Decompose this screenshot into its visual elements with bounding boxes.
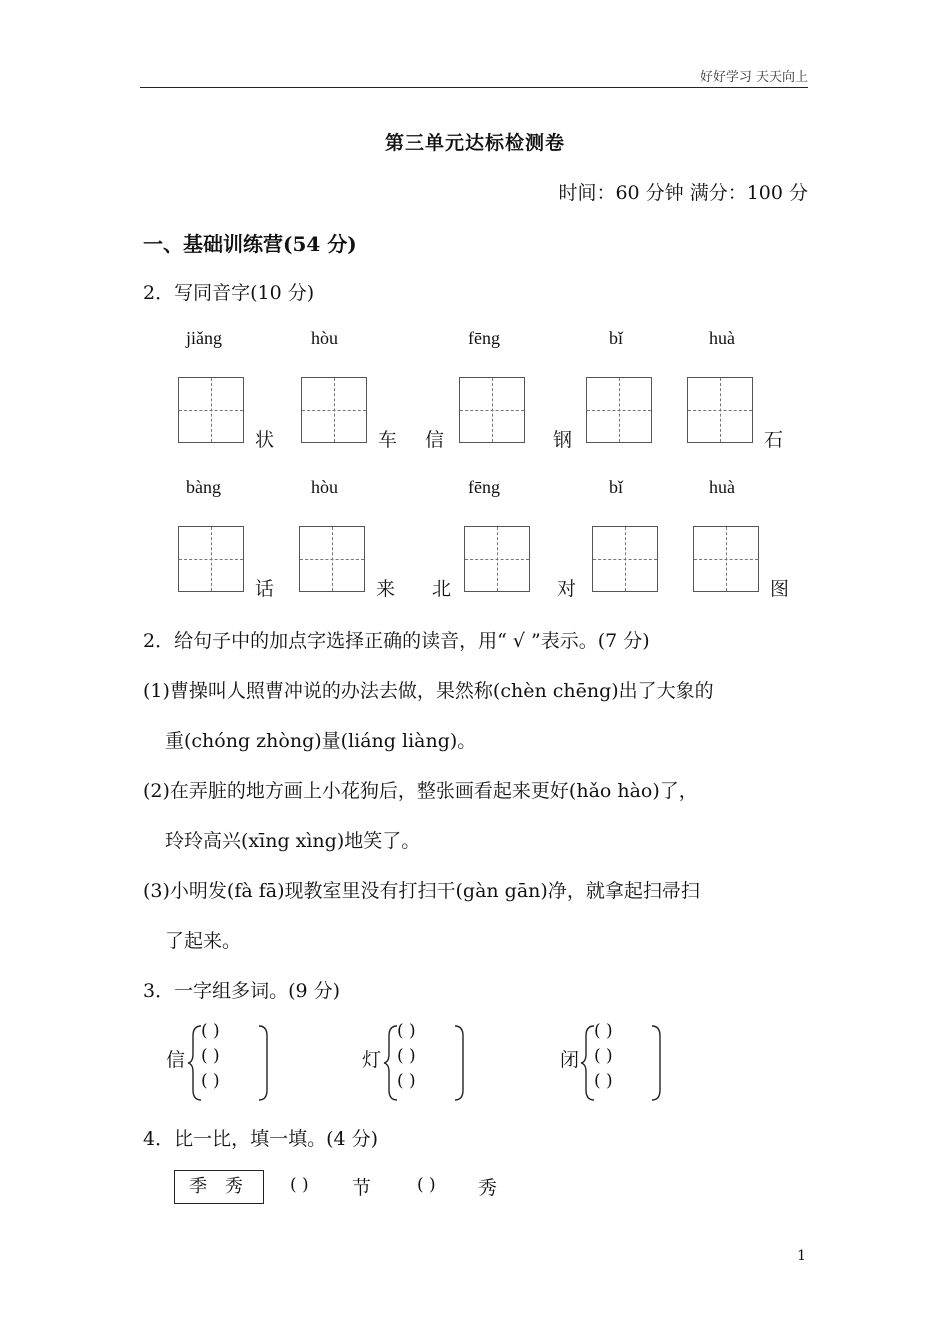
answer-blank[interactable]: ( ) xyxy=(397,1071,416,1091)
header-slogan: 好好学习 天天向上 xyxy=(699,70,808,85)
question-line: 玲玲高兴(xīng xìng)地笑了。 xyxy=(165,830,421,852)
question-line: 重(chóng zhòng)量(liáng liàng)。 xyxy=(165,730,477,752)
question-line: 了起来。 xyxy=(165,930,242,952)
given-char: 话 xyxy=(255,578,275,600)
given-char: 钢 xyxy=(553,429,573,451)
writing-box[interactable] xyxy=(299,526,365,592)
given-char: 状 xyxy=(255,429,275,451)
writing-box[interactable] xyxy=(693,526,759,592)
given-char: 节 xyxy=(352,1177,372,1199)
group-char: 信 xyxy=(166,1049,186,1071)
answer-blank[interactable]: ( ) xyxy=(201,1021,220,1041)
given-char: 信 xyxy=(425,429,445,451)
brace-icon xyxy=(383,1022,469,1104)
writing-box[interactable] xyxy=(459,377,525,443)
question-3-title: 3．一字组多词。(9 分) xyxy=(143,980,341,1002)
question-line: (2)在弄脏的地方画上小花狗后，整张画看起来更好(hǎo hào)了， xyxy=(143,780,698,802)
pinyin: bǐ xyxy=(609,328,624,348)
answer-blank[interactable]: ( ) xyxy=(594,1046,613,1066)
answer-blank[interactable]: ( ) xyxy=(397,1046,416,1066)
pinyin: bǐ xyxy=(609,477,624,497)
pinyin: hòu xyxy=(311,328,338,348)
header-rule xyxy=(140,87,808,88)
given-char: 石 xyxy=(764,429,784,451)
brace-icon xyxy=(187,1022,273,1104)
pinyin: fēng xyxy=(468,477,500,497)
writing-box[interactable] xyxy=(592,526,658,592)
question-2-title: 2．给句子中的加点字选择正确的读音，用“ √ ”表示。(7 分) xyxy=(143,630,650,652)
brace-icon xyxy=(580,1022,666,1104)
given-char: 对 xyxy=(557,578,577,600)
pinyin: hòu xyxy=(311,477,338,497)
answer-blank[interactable]: ( ) xyxy=(201,1071,220,1091)
given-char: 北 xyxy=(432,578,452,600)
exam-meta: 时间：60 分钟 满分：100 分 xyxy=(558,182,808,204)
answer-blank[interactable]: ( ) xyxy=(594,1021,613,1041)
group-char: 闭 xyxy=(560,1049,580,1071)
given-char: 车 xyxy=(378,429,398,451)
pinyin: bàng xyxy=(186,477,221,497)
answer-blank[interactable]: ( ) xyxy=(594,1071,613,1091)
writing-box[interactable] xyxy=(301,377,367,443)
writing-box[interactable] xyxy=(178,377,244,443)
question-4-title: 4．比一比，填一填。(4 分) xyxy=(143,1128,379,1150)
question-line: (1)曹操叫人照曹冲说的办法去做，果然称(chèn chēng)出了大象的 xyxy=(143,680,714,702)
group-char: 灯 xyxy=(362,1049,382,1071)
pinyin: jiǎng xyxy=(186,328,222,348)
question-line: (3)小明发(fà fā)现教室里没有打扫干(gàn gān)净，就拿起扫帚扫 xyxy=(143,880,700,902)
answer-blank[interactable]: ( ) xyxy=(417,1175,436,1195)
given-char: 来 xyxy=(376,578,396,600)
pinyin: huà xyxy=(709,477,735,497)
writing-box[interactable] xyxy=(687,377,753,443)
answer-blank[interactable]: ( ) xyxy=(201,1046,220,1066)
pinyin: huà xyxy=(709,328,735,348)
page-number: 1 xyxy=(797,1248,806,1264)
answer-blank[interactable]: ( ) xyxy=(397,1021,416,1041)
section-title: 一、基础训练营(54 分) xyxy=(143,232,357,256)
writing-box[interactable] xyxy=(586,377,652,443)
given-char: 秀 xyxy=(478,1177,498,1199)
writing-box[interactable] xyxy=(464,526,530,592)
page-title: 第三单元达标检测卷 xyxy=(384,132,565,154)
question-1-title: 2．写同音字(10 分) xyxy=(143,282,315,304)
pinyin: fēng xyxy=(468,328,500,348)
compare-box: 季 秀 xyxy=(174,1170,264,1204)
given-char: 图 xyxy=(770,578,790,600)
answer-blank[interactable]: ( ) xyxy=(290,1175,309,1195)
writing-box[interactable] xyxy=(178,526,244,592)
